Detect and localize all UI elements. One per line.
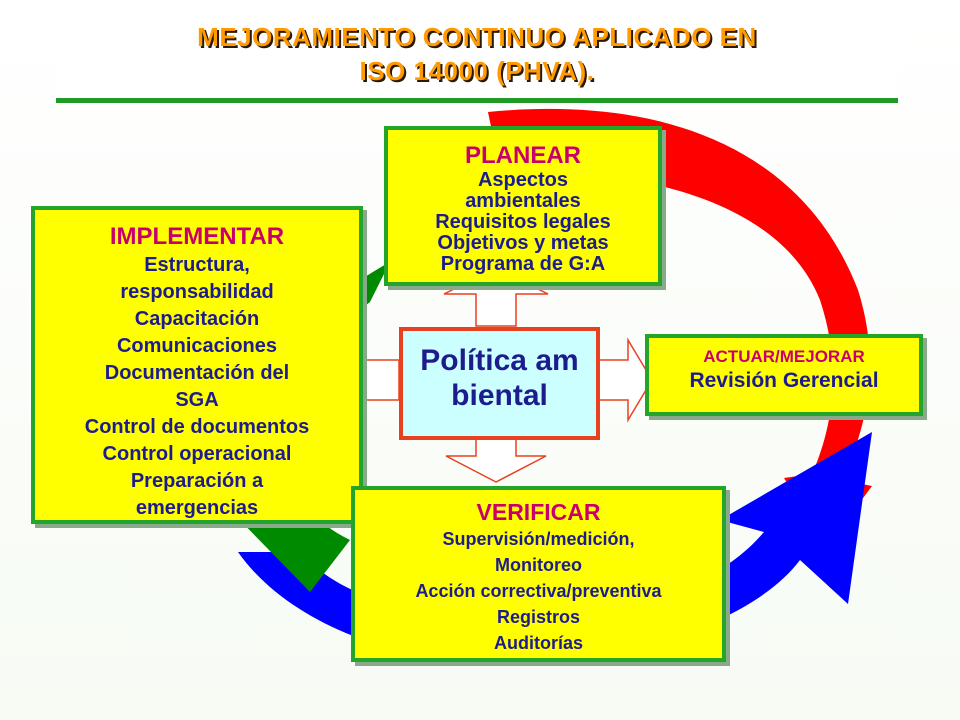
arrow-to-actuar (596, 340, 652, 420)
title-underline (56, 98, 898, 103)
implementar-item: Estructura, (144, 254, 250, 276)
implementar-item: responsabilidad (120, 281, 274, 303)
planear-item: Programa de G:A (440, 253, 606, 275)
planear-box (384, 126, 662, 286)
implementar-item: Comunicaciones (116, 335, 278, 357)
verificar-item: Supervisión/medición, (442, 529, 635, 549)
implementar-item: Documentación del (104, 362, 290, 384)
arrow-to-verificar (446, 436, 546, 482)
actuar-box (645, 334, 923, 416)
verificar-item: Auditorías (493, 633, 583, 653)
page-title (56, 20, 898, 88)
politica-ambiental-label: Política ambiental (420, 344, 579, 412)
planear-item: Objetivos y metas (437, 232, 609, 254)
implementar-heading: IMPLEMENTAR (109, 223, 285, 250)
planear-item: Requisitos legales (435, 211, 611, 233)
politica-ambiental-box (399, 327, 600, 440)
actuar-item: Revisión Gerencial (689, 369, 879, 392)
planear-item: ambientales (465, 190, 581, 212)
verificar-item: Monitoreo (495, 555, 582, 575)
planear-heading: PLANEAR (464, 142, 581, 169)
actuar-heading: ACTUAR/MEJORAR (703, 347, 865, 366)
implementar-item: Control operacional (102, 443, 292, 465)
verificar-box (351, 486, 726, 662)
planear-item: Aspectos (477, 169, 569, 191)
verificar-heading: VERIFICAR (476, 499, 601, 525)
implementar-item: Control de documentos (84, 416, 310, 438)
title-line-1: MEJORAMIENTO CONTINUO APLICADO EN (197, 22, 757, 52)
verificar-item: Registros (496, 607, 581, 627)
title-line-2: ISO 14000 (PHVA). (359, 56, 595, 86)
verificar-item: Acción correctiva/preventiva (415, 581, 662, 601)
implementar-item: SGA (175, 389, 219, 411)
implementar-item: Preparación a (130, 470, 264, 492)
implementar-item: emergencias (135, 497, 259, 519)
implementar-box (31, 206, 363, 524)
implementar-item: Capacitación (134, 308, 260, 330)
